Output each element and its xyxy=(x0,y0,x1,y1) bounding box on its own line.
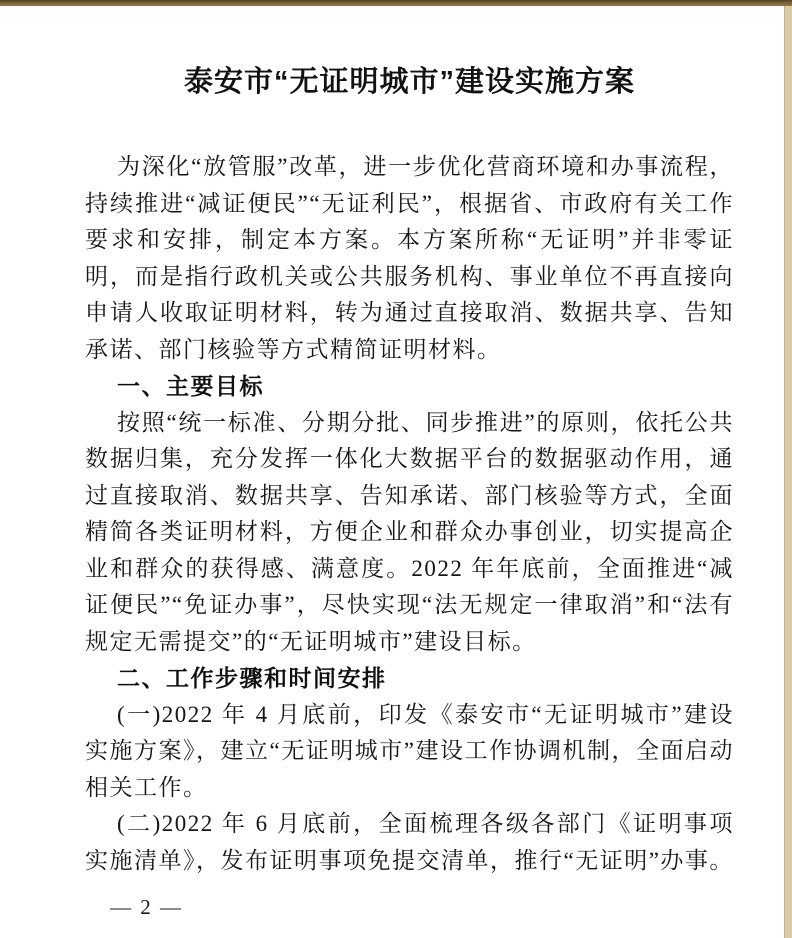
body-paragraph: (一)2022 年 4 月底前，印发《泰安市“无证明城市”建设实施方案》，建立“无证明城市”建设工作协调机制，全面启动相关工作。 xyxy=(85,701,734,800)
document-title: 泰安市“无证明城市”建设实施方案 xyxy=(183,66,635,98)
document-content xyxy=(85,0,734,879)
page-right-border xyxy=(784,6,792,938)
section-heading: 二、工作步骤和时间安排 xyxy=(117,665,387,691)
body-paragraph: 为深化“放管服”改革，进一步优化营商环境和办事流程，持续推进“减证便民”“无证利民”，根据省、市政府有关工作要求和安排，制定本方案。本方案所称“无证明”并非零证明，而是指行政机关或公共服务机构、事业单位不再直接向申请人收取证明材料，转为通过直接取消、数据共享、告知承诺、部门核验等方式精简证明材料。 xyxy=(85,154,734,362)
body-paragraph: 按照“统一标准、分期分批、同步推进”的原则，依托公共数据归集，充分发挥一体化大数据平台的数据驱动作用，通过直接取消、数据共享、告知承诺、部门核验等方式，全面精简各类证明材料，方便企业和群众办事创业，切实提高企业和群众的获得感、满意度。2022 年年底前，全面推进“减证便民”“免证办事”，尽快实现“法无规定一律取消”和“法有规定无需提交”的“无证明城市”建设目标。 xyxy=(85,409,734,654)
document-body xyxy=(85,149,734,879)
section-heading: 一、主要目标 xyxy=(117,373,264,399)
page-number: — 2 — xyxy=(110,895,183,919)
body-paragraph: (二)2022 年 6 月底前，全面梳理各级各部门《证明事项实施清单》，发布证明事项免提交清单，推行“无证明”办事。 xyxy=(85,811,734,873)
